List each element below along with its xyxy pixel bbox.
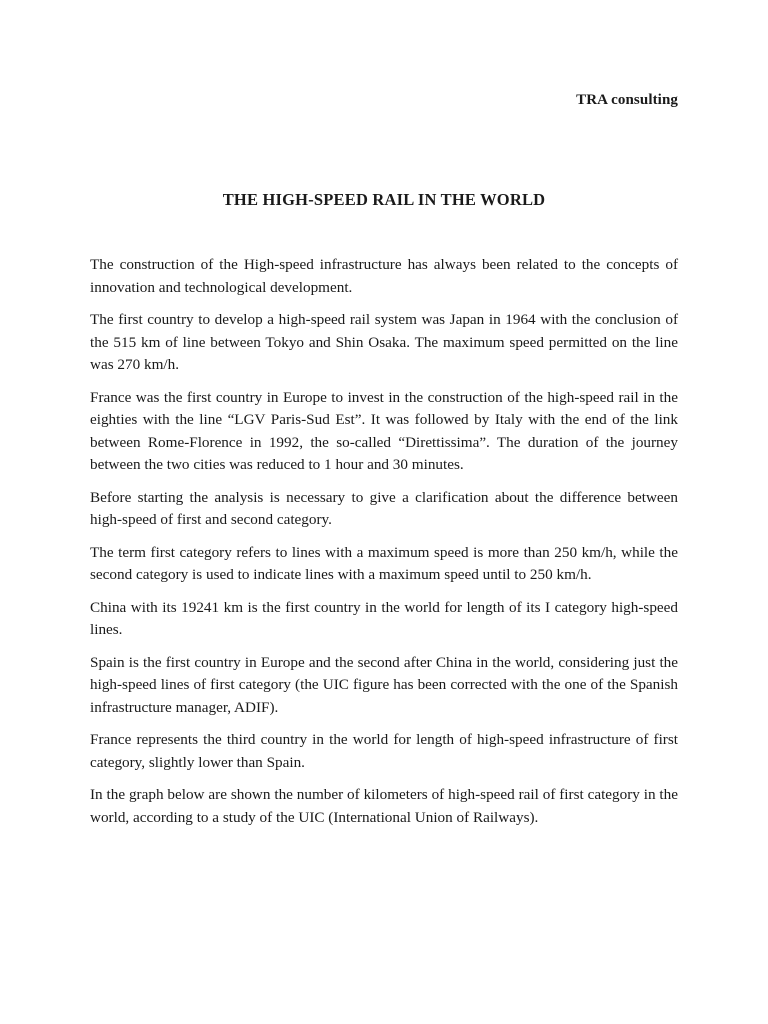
paragraph-clarification: Before starting the analysis is necessary to give a clarification about the difference between high-speed of first and second category. xyxy=(90,488,678,528)
paragraph-france-italy: France was the first country in Europe to invest in the construction of the high-speed rail in the eighties with the line “LGV Paris-Sud Est”. It was followed by Italy with the end of the link between Rome-Florence in 1992, the so-called “Direttissima”. The duration of the journey between the two cities was reduced to 1 hour and 30 minutes. xyxy=(90,388,678,473)
paragraph-intro: The construction of the High-speed infrastructure has always been related to the concepts of innovation and technological development. xyxy=(90,256,678,296)
company-header: TRA consulting xyxy=(576,92,678,108)
paragraph-categories: The term first category refers to lines with a maximum speed is more than 250 km/h, while the second category is used to indicate lines with a maximum speed until to 250 km/h. xyxy=(90,543,678,583)
paragraph-spain: Spain is the first country in Europe and the second after China in the world, considering just the high-speed lines of first category (the UIC figure has been corrected with the one of the Spanish infrastructure manager, ADIF). xyxy=(90,653,678,716)
paragraph-japan: The first country to develop a high-speed rail system was Japan in 1964 with the conclusion of the 515 km of line between Tokyo and Shin Osaka. The maximum speed permitted on the line was 270 km/h. xyxy=(90,311,678,373)
document-body xyxy=(90,254,678,839)
page-title: THE HIGH-SPEED RAIL IN THE WORLD xyxy=(222,190,546,209)
paragraph-graph-intro: In the graph below are shown the number of kilometers of high-speed rail of first category in the world, according to a study of the UIC (International Union of Railways). xyxy=(90,786,678,826)
paragraph-france-third: France represents the third country in the world for length of high-speed infrastructure of first category, slightly lower than Spain. xyxy=(90,731,678,771)
paragraph-china: China with its 19241 km is the first country in the world for length of its I category high-speed lines. xyxy=(90,598,678,638)
